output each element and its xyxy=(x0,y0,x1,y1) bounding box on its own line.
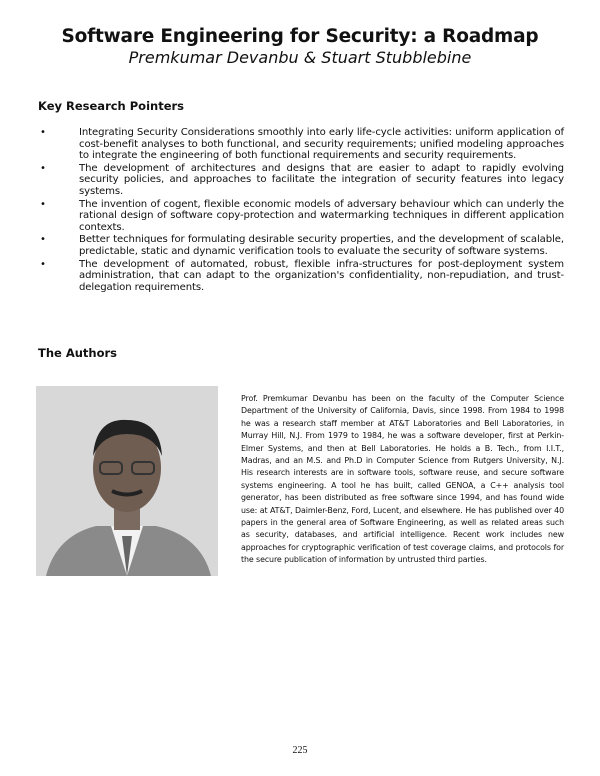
list-item-text: The development of automated, robust, flexible infra-structures for post-deployment system administration, that can adapt to the organization's confidentiality, non-repudiation, and trust-delegation requirements. xyxy=(79,258,564,293)
key-pointers-heading: Key Research Pointers xyxy=(38,99,185,113)
list-item xyxy=(36,234,564,257)
author-photo xyxy=(36,386,218,576)
bullet-icon: • xyxy=(40,162,46,174)
list-item-text: The invention of cogent, flexible economic models of adversary behaviour which can underly the rational design of software copy-protection and watermarking techniques in different application contexts. xyxy=(79,198,564,233)
bullet-icon: • xyxy=(40,127,46,138)
list-item xyxy=(36,199,564,234)
list-item xyxy=(36,259,564,294)
page-number: 225 xyxy=(292,745,308,756)
bullet-icon: • xyxy=(40,234,46,246)
list-item xyxy=(36,127,564,162)
bullet-icon: • xyxy=(40,198,46,210)
key-pointers-list xyxy=(36,127,564,294)
authors-heading: The Authors xyxy=(38,346,118,360)
list-item-text: Integrating Security Considerations smoothly into early life-cycle activities: uniform application of cost-benefit analyses to both functional, and security requirements; unified modeling approaches to integrate the engineering of both functional requirements and security requirements. xyxy=(79,127,564,162)
bullet-icon: • xyxy=(40,258,46,270)
author-bio: Prof. Premkumar Devanbu has been on the faculty of the Computer Science Department of the University of California, Davis, since 1998. From 1984 to 1998 he was a research staff member at AT&T Laboratories and Bell Laboratories, in Murray Hill, N.J. From 1979 to 1984, he was a software developer, first at Perkin-Elmer Systems, and then at Bell Laboratories. He holds a B. Tech., from I.I.T., Madras, and an M.S. and Ph.D in Computer Science from Rutgers University, N.J. His research interests are in software tools, software reuse, and secure software systems engineering. A tool he has built, called GENOA, a C++ analysis tool generator, has been distributed as free software since 1994, and has found wide use: at AT&T, Daimler-Benz, Ford, Lucent, and elsewhere. He has published over 40 papers in the general area of Software Engineering, as well as related areas such as security, databases, and artificial intelligence. Recent work includes new approaches for cryptographic verification of test coverage claims, and protocols for the secure publication of information by untrusted third parties. xyxy=(241,394,564,565)
list-item xyxy=(36,163,564,198)
list-item-text: The development of architectures and designs that are easier to adapt to rapidly evolving security policies, and approaches to facilitate the integration of security features into legacy systems. xyxy=(79,162,564,197)
paper-authors: Premkumar Devanbu & Stuart Stubblebine xyxy=(128,48,472,67)
list-item-text: Better techniques for formulating desirable security properties, and the development of scalable, predictable, static and dynamic verification tools to evaluate the security of software systems. xyxy=(79,234,564,257)
paper-title: Software Engineering for Security: a Roadmap xyxy=(61,26,539,47)
